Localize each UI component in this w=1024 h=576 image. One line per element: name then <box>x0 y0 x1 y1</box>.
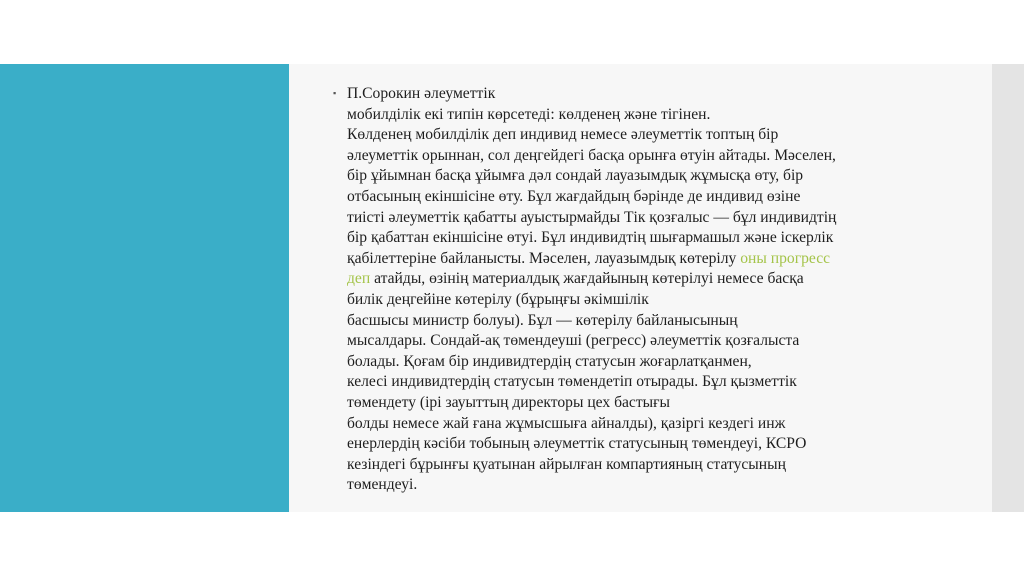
bullet-icon: ▪ <box>333 88 337 98</box>
teal-accent-panel <box>0 64 289 512</box>
highlighted-term: оны прогресс деп <box>347 249 831 288</box>
paragraph-text-end: атайды, өзінің материалдық жағдайының көтерілуі немесе басқа билік деңгейіне көтерілу (бұрыңғы әкімшілік басшысы министр болуы). Бұл — көтерілу байланысының мысалдары. Сондай-ақ төмендеуші (регресс) әлеуметтік қозғалыста болады. Қоғам бір индивидтердің статусын жоғарлатқанмен, келесі индивидтердің статусын төмендетіп отырады. Бұл қызметтік төмендету (ірі зауыттың директоры цех бастығы болды немесе жай ғана жұмысшыға айналды), қазіргі кездегі инж енерлердің кәсіби тобының әлеуметтік статусының төмендеуі, КСРО кезіндегі бұрынғы қуатынан айрылған компартияның статусының төмендеуі. <box>347 270 807 494</box>
right-side-bar <box>992 64 1024 512</box>
paragraph-text-start: П.Сорокин әлеуметтік мобилділік екі типін көрсетеді: көлденең және тігінен. Көлденең мобилділік деп индивид немесе әлеуметтік топтың бір әлеуметтік орыннан, сол деңгейдегі басқа орынға өтуін айтады. Мәселен, бір ұйымнан басқа ұйымға дәл сондай лауазымдық жұмысқа өту, бір отбасының екіншісіне өту. Бұл жағдайдың бәрінде де индивид өзіне тиісті әлеуметтік қабатты ауыстырмайды Тік қозғалыс — бұл индивидтің бір қабаттан екіншісіне өтуі. Бұл индивидтің шығармашыл және іскерлік қабілеттеріне байланысты. Мәселен, лауазымдық көтерілу <box>347 85 837 267</box>
slide-paragraph <box>347 84 927 496</box>
